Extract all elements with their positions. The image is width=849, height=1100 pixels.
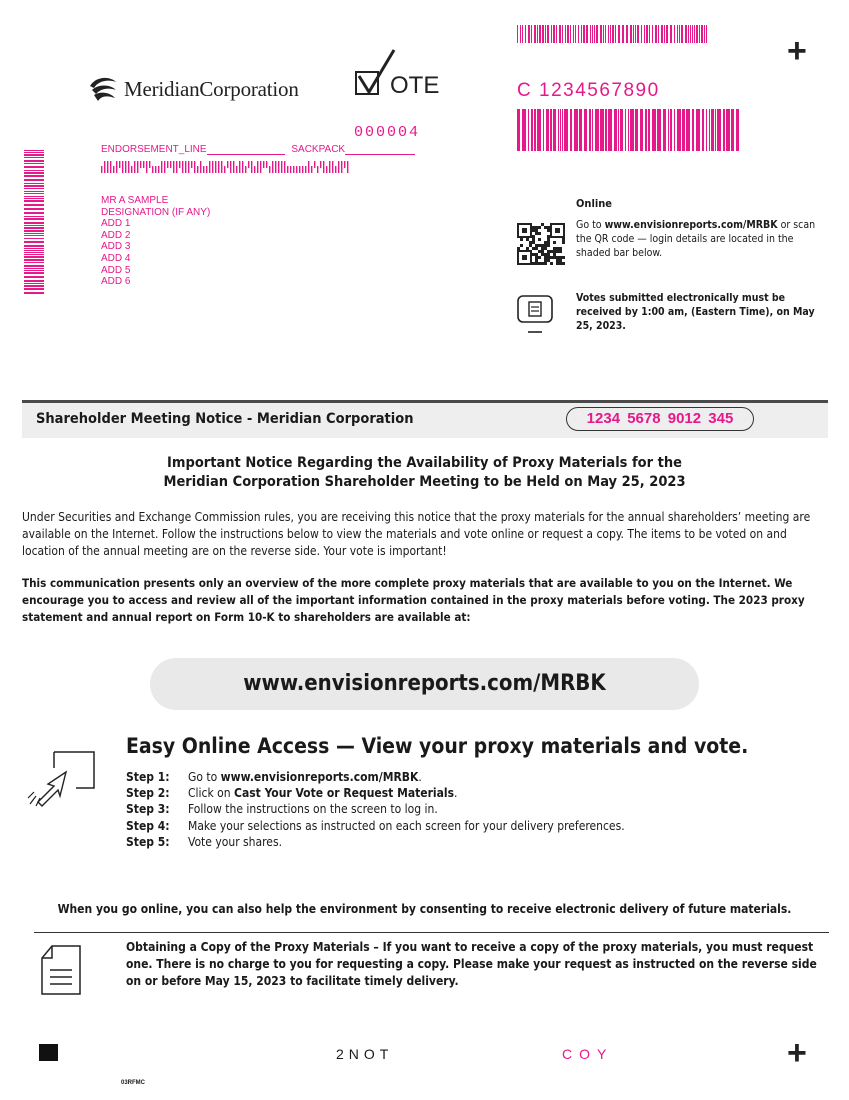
step-label: Step 1: xyxy=(126,770,170,784)
registration-plus-top: + xyxy=(787,32,807,70)
step-text: Go to www.envisionreports.com/MRBK. xyxy=(188,770,422,784)
notice-bar-title: Shareholder Meeting Notice - Meridian Corporation xyxy=(36,411,414,427)
footer-code-left: 2NOT xyxy=(336,1046,394,1062)
step-item xyxy=(126,801,625,817)
materials-url-link[interactable]: www.envisionreports.com/MRBK xyxy=(150,658,699,710)
company-logo xyxy=(88,76,299,102)
screen-icon xyxy=(515,294,555,336)
divider xyxy=(34,932,829,933)
address-line: ADD 3 xyxy=(101,241,131,253)
address-line: ADD 4 xyxy=(101,252,131,264)
company-logo-text: MeridianCorporation xyxy=(124,76,299,101)
online-instructions: Go to www.envisionreports.com/MRBK or scan the QR code — login details are located in the shaded bar below. xyxy=(576,219,816,260)
form-code: 03RFMC xyxy=(121,1080,146,1086)
step-label: Step 5: xyxy=(126,834,170,849)
address-line: ADD 1 xyxy=(101,218,131,230)
address-line: ADD 6 xyxy=(101,276,131,288)
step-text: Click on Cast Your Vote or Request Materials. xyxy=(188,786,458,801)
registration-square xyxy=(39,1044,58,1061)
online-url-link[interactable]: www.envisionreports.com/MRBK xyxy=(604,219,778,231)
endorsement-line xyxy=(101,144,415,155)
vote-deadline: Votes submitted electronically must be received by 1:00 am, (Eastern Time), on May 25, 2023. xyxy=(576,292,815,333)
document-icon xyxy=(40,944,84,996)
request-copy-paragraph: Obtaining a Copy of the Proxy Materials – If you want to receive a copy of the proxy materials, you must request one. There is no charge to you for requesting a copy. Please make your request as instructed on the reverse side on or before May 15, 2023 to facilitate timely delivery. xyxy=(126,940,817,989)
step-emphasis: Cast Your Vote or Request Materials xyxy=(234,786,455,801)
sequence-number: 000004 xyxy=(354,124,421,141)
sackpack-label: SACKPACK xyxy=(291,144,346,155)
footer-code-right: COY xyxy=(562,1046,614,1062)
meridian-logo-icon xyxy=(88,76,118,102)
step-text: Vote your shares. xyxy=(188,834,283,849)
step-text: Make your selections as instructed on each screen for your delivery preferences. xyxy=(188,818,625,833)
qr-code-icon[interactable] xyxy=(517,223,567,265)
overview-paragraph: This communication presents only an overview of the more complete proxy materials that are available to you on the Internet. We encourage you to access and review all of the important information contained in the proxy materials before voting. The 2023 proxy statement and annual report on Form 10-K to shareholders are available at: xyxy=(22,576,805,625)
control-number: C 1234567890 xyxy=(517,80,660,101)
hand-pointer-icon xyxy=(24,748,96,810)
steps-list xyxy=(126,769,625,850)
vote-text: OTE xyxy=(390,72,440,99)
address-line: ADD 5 xyxy=(101,264,131,276)
barcode-top-large xyxy=(517,109,740,151)
step-text: Follow the instructions on the screen to log in. xyxy=(188,802,438,817)
barcode-top-thin xyxy=(517,25,708,43)
step-url-link[interactable]: www.envisionreports.com/MRBK xyxy=(220,770,419,784)
notice-paragraph: Under Securities and Exchange Commission rules, you are receiving this notice that the proxy materials for the annual shareholders’ meeting are available on the Internet. Follow the instructions below to view the materials and vote online or request a copy. The items to be voted on and location of the annual meeting are on the reverse side. Your vote is important! xyxy=(22,510,811,559)
notice-heading: Important Notice Regarding the Availability of Proxy Materials for the Meridian Corporation Shareholder Meeting to be Held on May 25, 2023 xyxy=(163,455,686,490)
postal-barcode xyxy=(101,160,351,174)
online-title: Online xyxy=(576,197,612,210)
environment-note: When you go online, you can also help the environment by consenting to receive electronic delivery of future materials. xyxy=(57,902,792,916)
vote-logo xyxy=(354,48,439,98)
step-item xyxy=(126,818,625,834)
pin-number: 1234 5678 9012 345 xyxy=(566,407,754,431)
step-item xyxy=(126,834,625,850)
easy-access-title: Easy Online Access — View your proxy materials and vote. xyxy=(126,734,749,758)
step-label: Step 4: xyxy=(126,818,170,833)
step-label: Step 3: xyxy=(126,802,170,817)
vertical-barcode xyxy=(24,150,44,296)
address-line: ADD 2 xyxy=(101,229,131,241)
step-item xyxy=(126,785,625,801)
registration-plus-bottom: + xyxy=(787,1034,807,1072)
endorsement-label: ENDORSEMENT_LINE xyxy=(101,144,207,155)
address-line: DESIGNATION (IF ANY) xyxy=(101,206,211,218)
step-item xyxy=(126,769,625,785)
address-line: MR A SAMPLE xyxy=(101,195,169,206)
step-label: Step 2: xyxy=(126,786,170,801)
mailing-address xyxy=(101,195,210,288)
